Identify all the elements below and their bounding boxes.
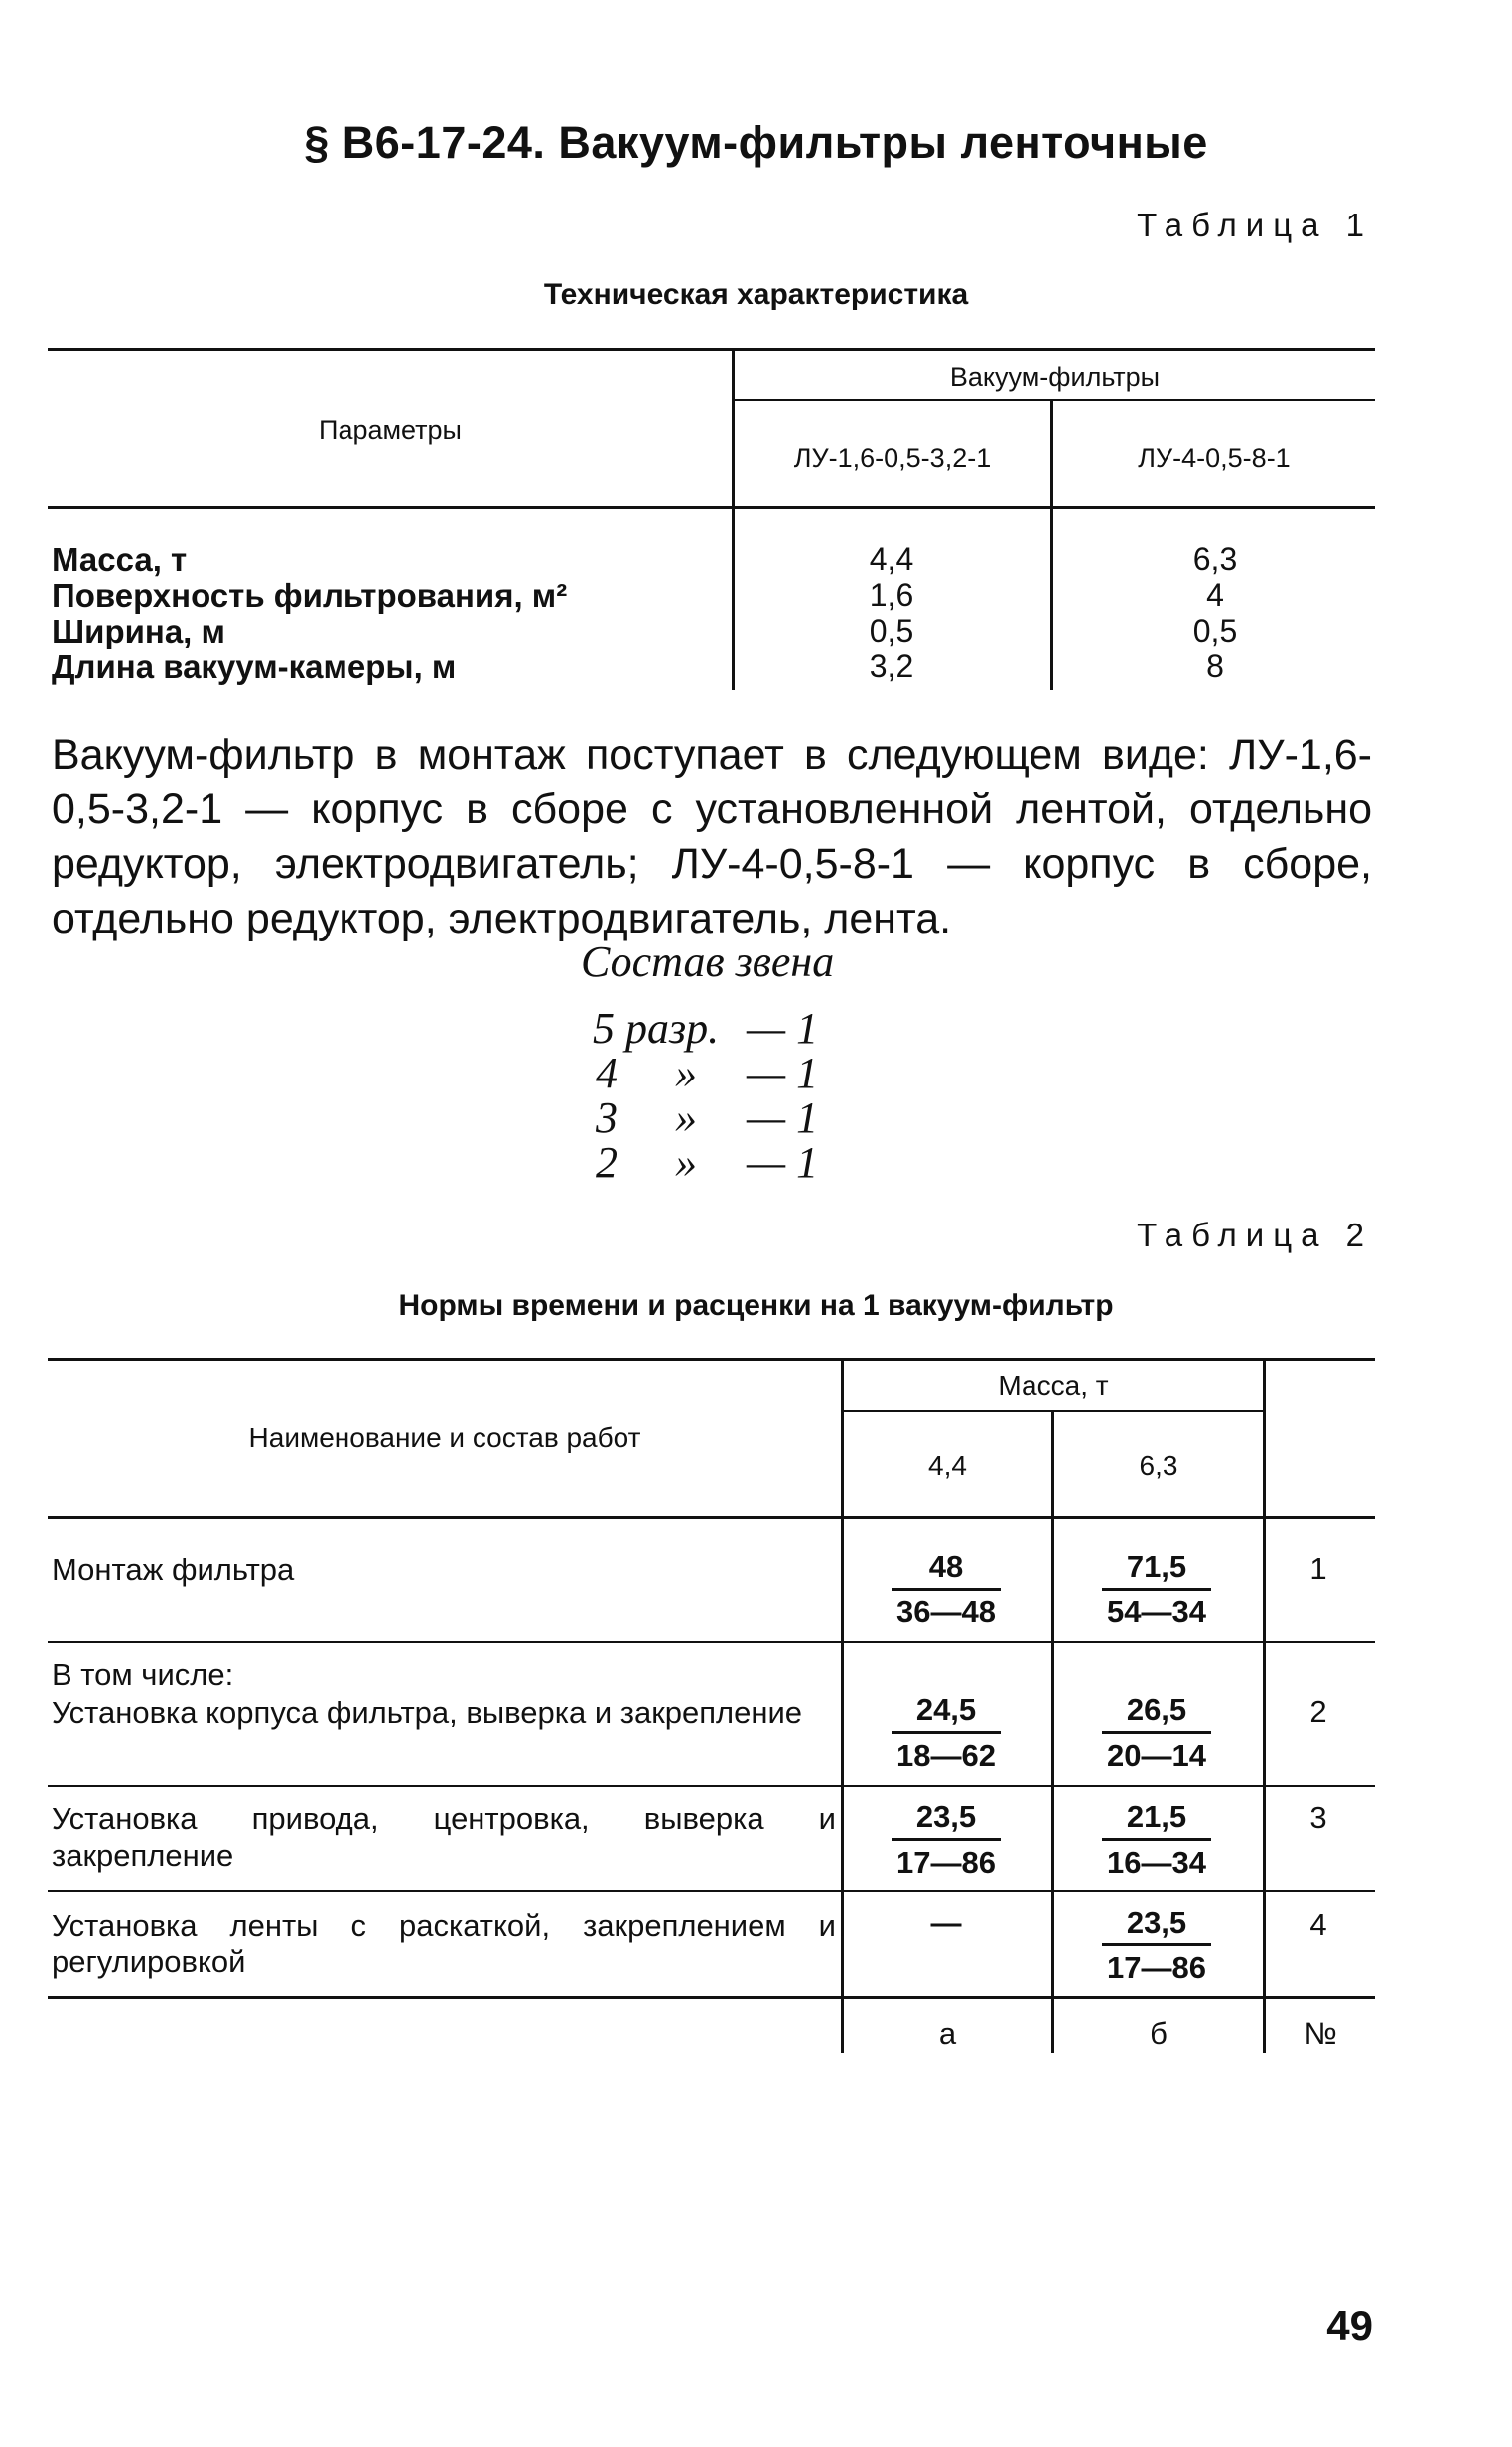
- section-title: § В6-17-24. Вакуум-фильтры ленточные: [304, 117, 1208, 168]
- table2-row-b-rate: 54—34: [1107, 1594, 1206, 1629]
- table1-row-v1: 4,4: [869, 541, 914, 577]
- table1-row-param: Длина вакуум-камеры, м: [52, 648, 457, 685]
- table2-row-number: 1: [1309, 1551, 1327, 1586]
- table2-row-work: Монтаж фильтра: [52, 1552, 295, 1587]
- crew-count: — 1: [747, 1138, 819, 1187]
- crew-count: — 1: [747, 1093, 819, 1142]
- table2-row-rule: [48, 1641, 1375, 1643]
- table2-row-a-time: —: [930, 1905, 962, 1940]
- table2-row-b-rate: 16—34: [1107, 1845, 1206, 1880]
- table2-row-b-time: 21,5: [1126, 1799, 1187, 1834]
- crew-ditto: »: [675, 1049, 697, 1097]
- table2-row-a-time: 23,5: [915, 1799, 977, 1834]
- table1-header-rule: [48, 506, 1375, 509]
- crew-grade: 3: [596, 1093, 618, 1142]
- crew-grade: 2: [596, 1138, 618, 1187]
- crew-grade: 4: [596, 1049, 618, 1097]
- table2-col-group: Масса, т: [998, 1370, 1109, 1401]
- table2-fraction-bar: [1102, 1731, 1211, 1734]
- table1-model-1: ЛУ-1,6-0,5-3,2-1: [793, 443, 992, 473]
- table2-bottom-rule: [48, 1996, 1375, 1999]
- table2-row-rule: [48, 1890, 1375, 1892]
- table2-fraction-bar: [892, 1838, 1001, 1841]
- table2-footer-a: а: [938, 2016, 957, 2051]
- table2-header-rule: [48, 1516, 1375, 1519]
- table2-col-work: Наименование и состав работ: [248, 1422, 641, 1453]
- table2-row-number: 3: [1309, 1800, 1327, 1835]
- table1-col-group: Вакуум-фильтры: [949, 362, 1161, 392]
- table1-caption: Техническая характеристика: [543, 278, 969, 311]
- table2-row-b-rate: 20—14: [1107, 1738, 1206, 1773]
- table2-row-a-time: 24,5: [915, 1692, 977, 1727]
- table1-row-param: Поверхность фильтрования, м²: [52, 577, 568, 614]
- table2-row-b-time: 26,5: [1126, 1692, 1187, 1727]
- table2-row-number: 4: [1309, 1907, 1327, 1942]
- table2-row-b-rate: 17—86: [1107, 1950, 1206, 1985]
- table1-row-v1: 3,2: [869, 648, 914, 684]
- table1-col-params: Параметры: [319, 415, 462, 445]
- table2-row-prefix: В том числе:: [52, 1657, 234, 1692]
- table1-group-rule: [733, 399, 1375, 401]
- table2-fraction-bar: [1102, 1588, 1211, 1591]
- page-number: 49: [1326, 2302, 1373, 2349]
- table2-row-a-rate: 18—62: [896, 1738, 996, 1773]
- crew-title: Состав звена: [581, 937, 835, 986]
- table2-col-divider-2: [1051, 1410, 1054, 2053]
- table2-row-a-time: 48: [928, 1549, 964, 1584]
- table1-row-v1: 1,6: [869, 577, 914, 613]
- crew-count: — 1: [747, 1004, 819, 1053]
- table1-row-v2: 6,3: [1192, 541, 1238, 577]
- table2-row-b-time: 71,5: [1126, 1549, 1187, 1584]
- table2-top-rule: [48, 1358, 1375, 1361]
- table2-col-divider-3: [1263, 1358, 1266, 2053]
- table2-row-work: Установка привода, центровка, выверка и закрепление: [52, 1801, 836, 1873]
- table2-fraction-bar: [1102, 1943, 1211, 1946]
- table1-row-param: Масса, т: [52, 541, 188, 578]
- table2-fraction-bar: [1102, 1838, 1211, 1841]
- table2-row-a-rate: 36—48: [896, 1594, 996, 1629]
- table2-mass-1: 4,4: [928, 1450, 967, 1481]
- table2-row-work: Установка корпуса фильтра, выверка и закрепление: [52, 1695, 803, 1730]
- table1-top-rule: [48, 348, 1375, 351]
- table1-row-v1: 0,5: [869, 613, 914, 648]
- body-paragraph: Вакуум-фильтр в монтаж поступает в следующем виде: ЛУ-1,6-0,5-3,2-1 — корпус в сборе с установленной лентой, отдельно редуктор, электродвигатель; ЛУ-4-0,5-8-1 — корпус в сборе, отдельно редуктор, электродвигатель, лента.: [52, 731, 1372, 942]
- table1-label: Таблица 1: [1137, 207, 1373, 243]
- table2-fraction-bar: [892, 1731, 1001, 1734]
- table2-footer-number: №: [1304, 2016, 1337, 2051]
- table2-row-b-time: 23,5: [1126, 1905, 1187, 1940]
- table1-col-divider-1: [732, 348, 735, 690]
- table1-row-v2: 4: [1206, 577, 1224, 613]
- crew-ditto: »: [675, 1093, 697, 1142]
- table1-row-v2: 8: [1206, 648, 1224, 684]
- table1-model-2: ЛУ-4-0,5-8-1: [1138, 443, 1291, 473]
- crew-grade: 5 разр.: [593, 1004, 720, 1053]
- table2-caption: Нормы времени и расценки на 1 вакуум-фильтр: [398, 1289, 1114, 1322]
- table1-row-param: Ширина, м: [52, 613, 225, 649]
- table2-fraction-bar: [892, 1588, 1001, 1591]
- table2-mass-2: 6,3: [1139, 1450, 1178, 1481]
- table2-row-rule: [48, 1785, 1375, 1787]
- table2-row-a-rate: 17—86: [896, 1845, 996, 1880]
- table2-row-work: Установка ленты с раскаткой, закреплением и регулировкой: [52, 1908, 836, 1979]
- table2-label: Таблица 2: [1137, 1217, 1373, 1253]
- crew-ditto: »: [675, 1138, 697, 1187]
- table2-row-number: 2: [1309, 1694, 1327, 1729]
- table2-footer-b: б: [1150, 2016, 1168, 2051]
- table1-row-v2: 0,5: [1192, 613, 1238, 648]
- crew-count: — 1: [747, 1049, 819, 1097]
